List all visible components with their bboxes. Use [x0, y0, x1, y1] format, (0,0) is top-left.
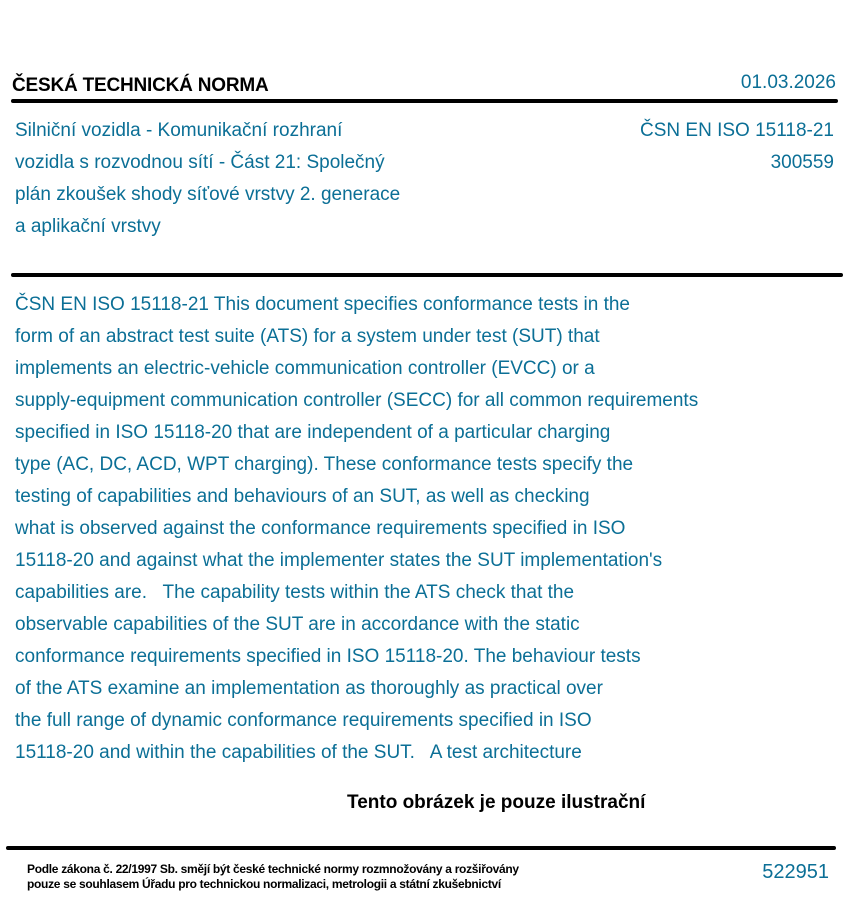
norm-identifiers — [640, 115, 834, 179]
norm-title — [15, 115, 475, 243]
norm-title-line: a aplikační vrstvy — [15, 216, 161, 237]
abstract-line: 15118-20 and within the capabilities of the SUT. A test architecture — [15, 742, 582, 763]
abstract-line: supply-equipment communication controller (SECC) for all common requirements — [15, 390, 699, 411]
abstract-text — [15, 289, 855, 769]
document-id: 522951 — [762, 861, 829, 883]
section-divider — [11, 273, 843, 277]
abstract-line: conformance requirements specified in ISO 15118-20. The behaviour tests — [15, 646, 641, 667]
abstract-line: capabilities are. The capability tests within the ATS check that the — [15, 582, 575, 603]
header-divider — [11, 99, 838, 103]
abstract-line: implements an electric-vehicle communication controller (EVCC) or a — [15, 358, 595, 379]
norm-title-line: Silniční vozidla - Komunikační rozhraní — [15, 120, 343, 141]
legal-line: pouze se souhlasem Úřadu pro technickou normalizaci, metrologii a státní zkušebnictví — [27, 877, 501, 891]
norm-title-line: plán zkoušek shody síťové vrstvy 2. generace — [15, 184, 401, 205]
abstract-line: specified in ISO 15118-20 that are independent of a particular charging — [15, 422, 611, 443]
abstract-line: form of an abstract test suite (ATS) for a system under test (SUT) that — [15, 326, 600, 347]
abstract-line: what is observed against the conformance requirements specified in ISO — [15, 518, 626, 539]
abstract-line: observable capabilities of the SUT are in accordance with the static — [15, 614, 580, 635]
footer-divider — [6, 846, 836, 850]
abstract-line: the full range of dynamic conformance requirements specified in ISO — [15, 710, 592, 731]
legal-line: Podle zákona č. 22/1997 Sb. smějí být české technické normy rozmnožovány a rozšiřovány — [27, 862, 519, 876]
legal-notice — [27, 862, 519, 892]
abstract-line: ČSN EN ISO 15118-21 This document specifies conformance tests in the — [15, 294, 630, 315]
header-title: ČESKÁ TECHNICKÁ NORMA — [12, 75, 269, 96]
abstract-line: type (AC, DC, ACD, WPT charging). These conformance tests specify the — [15, 454, 634, 475]
norm-code: ČSN EN ISO 15118-21 — [640, 120, 834, 141]
abstract-line: 15118-20 and against what the implementer states the SUT implementation's — [15, 550, 663, 571]
abstract-line: testing of capabilities and behaviours of an SUT, as well as checking — [15, 486, 590, 507]
norm-title-line: vozidla s rozvodnou sítí - Část 21: Společný — [15, 152, 385, 173]
illustration-note: Tento obrázek je pouze ilustrační — [347, 792, 646, 813]
publication-date: 01.03.2026 — [740, 72, 836, 93]
catalog-number: 300559 — [770, 152, 834, 173]
abstract-line: of the ATS examine an implementation as thoroughly as practical over — [15, 678, 603, 699]
